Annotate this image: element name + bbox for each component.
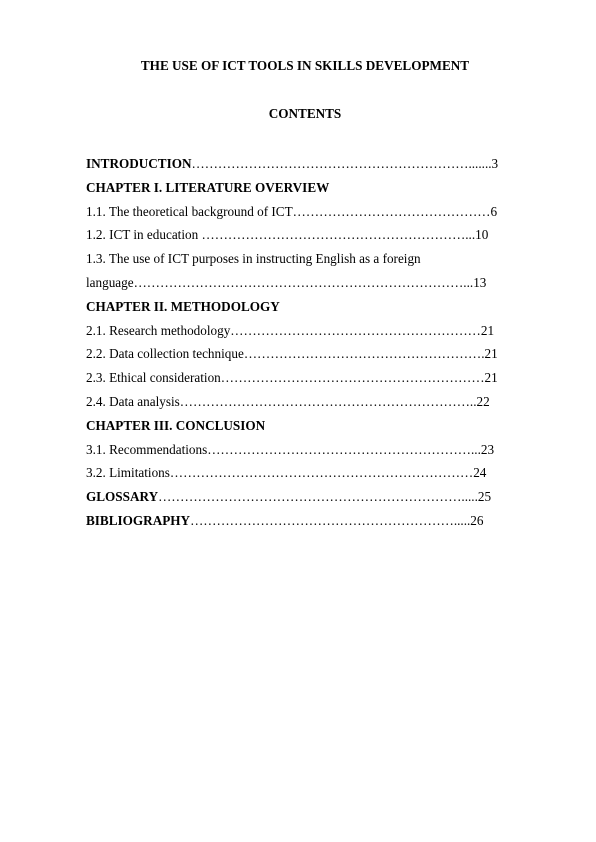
toc-entry-text: 1.1. The theoretical background of ICT (86, 203, 293, 219)
toc-entry-page: 24 (473, 465, 487, 481)
toc-entry-page: 21 (484, 370, 498, 386)
toc-entry-text: 1.3. The use of ICT purposes in instructing English as a foreign (86, 251, 421, 267)
toc-entry-leader: ………………………………………………… (230, 322, 481, 338)
toc-entry-text: 2.3. Ethical consideration (86, 370, 221, 386)
toc-entry-text: CHAPTER III. CONCLUSION (86, 417, 266, 433)
toc-entry-page: 13 (473, 274, 487, 290)
toc-entry-leader: ……………………………………………………... (207, 441, 481, 457)
toc-entry-text: CHAPTER II. METHODOLOGY (86, 298, 280, 314)
toc-entry-leader: ……………………………………… (292, 203, 491, 219)
contents-heading: CONTENTS (268, 106, 342, 121)
toc-entry-chapter-2 (86, 295, 532, 319)
toc-entry-text: 2.4. Data analysis (86, 393, 180, 409)
toc-entry-text: language (86, 274, 134, 290)
toc-entry-3-1 (86, 438, 532, 462)
toc-entry-leader: ……………………………………………………... (201, 227, 476, 243)
document-title: THE USE OF ICT TOOLS IN SKILLS DEVELOPMENT (140, 58, 470, 73)
toc-entry-text: GLOSSARY (86, 489, 159, 505)
toc-entry-chapter-3 (86, 414, 532, 438)
toc-entry-introduction (86, 152, 532, 176)
toc-entry-text: 2.1. Research methodology (86, 322, 231, 338)
toc-entry-2-3 (86, 366, 532, 390)
toc-entry-text: 3.2. Limitations (86, 465, 170, 481)
toc-entry-page: 3 (491, 156, 499, 171)
toc-entry-1-3-continued (86, 271, 532, 295)
toc-entry-leader: ……………………………………………………………..... (158, 489, 478, 505)
toc-entry-2-4 (86, 390, 532, 414)
toc-entry-page: 6 (490, 203, 498, 219)
toc-entry-leader: …………………………………………………………………... (133, 274, 474, 290)
toc-entry-2-2 (86, 342, 532, 366)
toc-entry-page: 21 (480, 322, 495, 338)
toc-entry-bibliography (86, 509, 532, 533)
toc-entry-glossary (86, 485, 532, 509)
toc-entry-page: 10 (475, 227, 489, 243)
toc-entry-leader: …………………………………………………… (220, 370, 485, 386)
toc-entry-text: INTRODUCTION (86, 156, 192, 171)
toc-entry-leader: …………………………………………………………… (169, 465, 474, 481)
toc-entry-page: 26 (470, 512, 484, 528)
toc-entry-leader: ………………………………………………………....... (191, 156, 492, 171)
toc-entry-leader: ………………………………………………………….. (179, 393, 477, 409)
toc-entry-text: 2.2. Data collection technique (86, 346, 244, 362)
toc-entry-page: 21 (484, 346, 498, 362)
toc-entry-text: CHAPTER I. LITERATURE OVERVIEW (86, 179, 330, 195)
toc-entry-text: 3.1. Recommendations (86, 441, 208, 457)
toc-entry-text: BIBLIOGRAPHY (86, 512, 191, 528)
toc-entry-page: 23 (480, 441, 495, 457)
toc-entry-2-1 (86, 319, 532, 343)
toc-entry-page: 25 (477, 489, 492, 505)
toc-entry-chapter-1 (86, 176, 532, 200)
toc-entry-3-2 (86, 461, 532, 485)
toc-entry-1-3 (86, 247, 532, 271)
toc-entry-page: 22 (476, 393, 490, 409)
toc-entry-leader: ……………………………………………………..... (190, 512, 471, 528)
toc-entry-leader: ………………………………………………. (243, 346, 485, 362)
toc-entry-1-2 (86, 223, 532, 247)
toc-entry-text: 1.2. ICT in education (86, 227, 202, 243)
toc-entry-1-1 (86, 200, 532, 224)
table-of-contents (86, 152, 532, 533)
